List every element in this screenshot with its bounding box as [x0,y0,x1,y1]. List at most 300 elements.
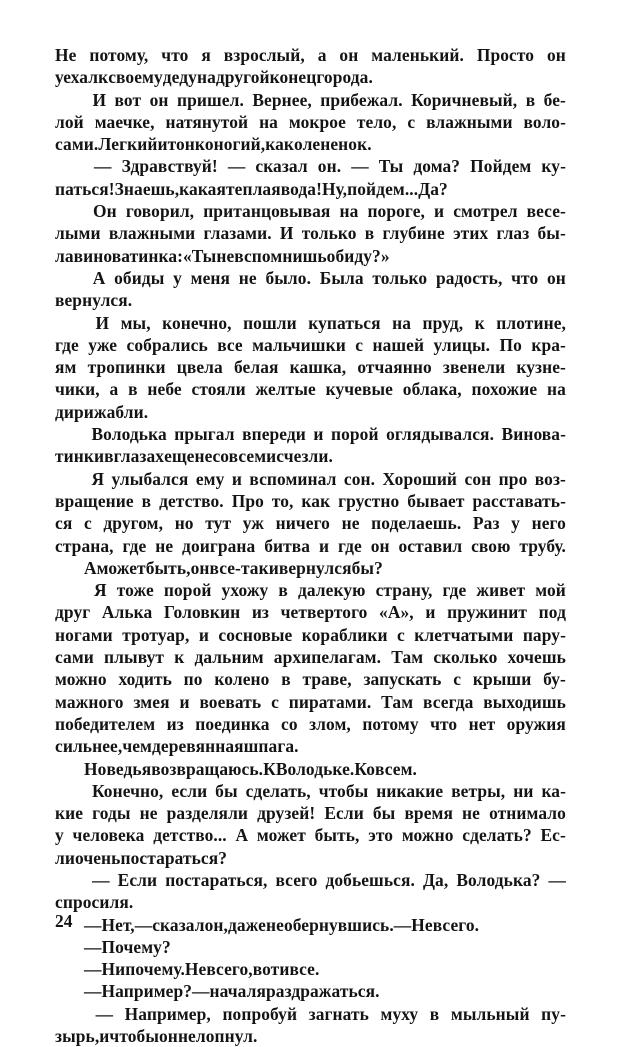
word: как [265,134,294,155]
word: какая [179,178,226,199]
word: злом, [309,713,351,734]
word: олененок. [294,134,372,155]
text-line [55,557,566,579]
word: ходить [118,669,172,690]
word: в [525,89,536,110]
word: тротуар, [122,624,190,645]
word: возвращаюсь. [151,758,264,779]
word: ветры, [451,780,506,801]
word: — [393,914,412,935]
word: в [104,446,114,467]
word: Я [91,468,105,489]
word: Была [319,267,364,288]
word: архипелагам. [273,647,382,668]
word: чтобы [318,780,369,801]
word: муху [380,1003,419,1024]
word: уж [242,513,264,534]
paragraph-indent [55,89,84,111]
text-line [55,758,566,780]
word: только [372,267,428,288]
word: и [198,624,209,645]
word: лой [55,111,84,132]
word: этих [453,223,489,244]
word: пританцовывая [203,201,331,222]
word: на [392,312,412,333]
word: Винова- [501,424,566,445]
word: в [364,223,375,244]
word: мажного [55,691,124,712]
text-line [55,445,566,467]
word: глубине [382,223,445,244]
text-line [55,891,566,913]
word: Не [411,914,433,935]
word: конец [269,67,317,88]
word: — [227,156,246,177]
word: кие [55,803,84,824]
paragraph [55,267,566,312]
word: он [149,89,169,110]
word: Он [93,201,117,222]
word: если [171,780,208,801]
word: разделяли [166,803,249,824]
paragraph [55,780,566,869]
word: мой [535,580,566,601]
word: И [95,312,110,333]
text-line [55,289,566,311]
paragraph-indent [55,758,84,780]
word: сами [55,647,94,668]
word: дальним [194,647,264,668]
word: — [192,981,210,1002]
word: далекую [297,580,366,601]
word: радость, [435,267,503,288]
word: ла [55,245,74,266]
word: ни [513,780,534,801]
word: страна, [55,535,114,556]
text-line [55,312,566,334]
text-line [55,267,566,289]
word: плотине, [496,312,566,333]
paragraph-indent [55,267,84,289]
word: Просто [476,45,535,65]
paragraph [55,914,566,936]
word: маленький. [371,45,464,65]
word: мы, [120,312,151,333]
word: вернулся [278,557,352,578]
word: под [538,602,566,623]
word: поделаешь. [371,513,462,534]
text-line [55,1025,566,1047]
word: Да, [422,869,449,890]
text-line [55,155,566,177]
word: — [84,914,102,935]
text-line [55,245,566,267]
word: Коричневый, [411,89,518,110]
word: крыши [472,669,532,690]
word: отчаянно [357,357,432,378]
text-line [55,356,566,378]
word: кораблики [301,624,388,645]
word: на [339,201,359,222]
word: И [279,223,294,244]
word: траве, [302,669,352,690]
word: всегда [423,691,474,712]
word: пошли [243,312,297,333]
paragraph-indent [55,780,84,802]
text-line [55,66,566,88]
word: тоже [116,580,154,601]
word: ему [195,468,225,489]
word: как [301,490,331,511]
word: очень [74,847,121,868]
text-line [55,668,566,690]
word: Да? [418,178,448,199]
word: виноватинка: [73,245,184,266]
word: было. [265,267,312,288]
page-number: 24 [55,911,73,931]
word: натянутой [165,111,249,132]
paragraph-indent [55,936,84,958]
word: пруд, [422,312,464,333]
word: а [109,379,119,400]
word: по [183,669,203,690]
word: нет [468,713,496,734]
word: поединка [195,713,270,734]
word: бы- [537,223,566,244]
word: Ко [354,758,376,779]
text-line [55,958,566,980]
word: Володька [91,424,167,445]
word: плывут [104,647,165,668]
word: ногами [55,624,113,645]
word: четвертого [280,602,368,623]
word: со [281,713,298,734]
word: всего. [432,914,480,935]
word: ничего [275,513,330,534]
word: все-таки [209,557,279,578]
word: обернувшись. [283,914,394,935]
word: в [128,379,138,400]
word: И [92,89,107,110]
word: в [278,580,288,601]
word: оглядывался. [386,424,495,445]
word: собрались [126,334,208,355]
paragraph [55,980,566,1002]
text-line [55,802,566,824]
word: с [271,691,279,712]
word: А [235,825,249,846]
word: шпага. [243,736,299,757]
word: — [351,156,369,177]
text-line [55,468,566,490]
word: сильнее, [55,736,123,757]
text-line [55,334,566,356]
word: на [196,67,216,88]
word: отнимало [489,803,566,824]
word: с [453,669,462,690]
word: вот [252,959,280,980]
word: потому [362,713,419,734]
word: Конечно, [91,780,164,801]
word: с [397,624,405,645]
word: сон. [343,468,376,489]
word: сделать, [245,780,311,801]
word: А [92,267,106,288]
word: Ну, [322,178,348,199]
word: я [256,981,266,1002]
word: с [83,513,92,534]
paragraph-indent [55,200,84,222]
word: не [139,803,158,824]
paragraph-indent [55,579,84,601]
word: белая [233,357,279,378]
word: «А», [379,602,414,623]
word: Если [117,869,158,890]
word: победителем [55,713,156,734]
word: Раз [472,513,500,534]
word: хочешь [507,647,566,668]
word: города. [316,67,373,88]
word: запускать [363,669,442,690]
word: ведь [106,758,142,779]
word: — [95,1003,114,1024]
word: взрослый, [223,45,305,65]
word: ку- [541,156,566,177]
word: клетчатыми [414,624,514,645]
word: что [430,713,458,734]
paragraph [55,468,566,557]
word: тропинки [87,357,166,378]
word: попробуй [222,1003,298,1024]
word: мокрое [288,111,346,132]
text-line [55,601,566,623]
word: не [265,914,284,935]
word: он [370,535,390,556]
word: деду [162,67,197,88]
word: Про [231,490,264,511]
word: где [442,580,467,601]
word: у [55,825,64,846]
word: никакие [376,780,444,801]
word: глазами. [203,223,272,244]
text-line [55,691,566,713]
word: всего [275,869,318,890]
word: в [141,490,152,511]
text-line [55,111,566,133]
word: змея [133,691,170,712]
word: нашей [372,334,425,355]
word: загнать [308,1003,369,1024]
word: пу- [541,1003,566,1024]
paragraph [55,44,566,89]
word: прибежал. [320,89,403,110]
word: ся [55,513,73,534]
word: — [84,936,102,957]
word: вернулся. [55,290,133,311]
word: глаз [496,223,530,244]
word: ухожу [221,580,269,601]
word: и [313,424,324,445]
word: стояли [191,379,246,400]
word: купаться [308,312,381,333]
word: битва [264,535,311,556]
word: и [157,134,168,155]
word: что [161,45,189,65]
word: кра- [531,334,566,355]
text-line [55,200,566,222]
word: него [531,513,566,534]
word: человека [72,825,145,846]
word: сколько [433,647,498,668]
word: По [499,334,522,355]
word: с [355,334,364,355]
word: чтобы [109,1026,160,1047]
word: Пойдем [470,156,532,177]
word: желтые [255,379,316,400]
word: начал [209,981,257,1002]
word: у [511,513,520,534]
word: вот [114,89,142,110]
word: глазах [113,446,165,467]
word: теплая [225,178,281,199]
word: страну, [375,580,433,601]
word: пороге, [367,201,425,222]
text-line [55,178,566,200]
word: может [256,825,306,846]
word: К [263,758,276,779]
text-line [55,44,566,66]
word: ли [55,847,75,868]
word: годы [92,803,131,824]
word: может [96,557,146,578]
paragraph [55,155,566,200]
word: цвела [176,357,223,378]
word: пружинит [447,602,528,623]
word: и [434,201,445,222]
word: говорил, [125,201,195,222]
word: трубу. [519,535,566,556]
word: и [279,959,290,980]
paragraph [55,312,566,423]
word: детство... [153,825,227,846]
word: лыми [55,223,101,244]
word: Знаешь, [114,178,180,199]
word: в [429,1003,440,1024]
word: Алька [101,602,153,623]
word: дома? [413,156,461,177]
word: он [159,1026,178,1047]
word: своему [108,67,163,88]
word: «Ты [183,245,217,266]
word: даже [227,914,266,935]
word: обиды [114,267,165,288]
word: я [201,45,211,65]
word: — [548,869,566,890]
word: он [339,45,359,65]
text-line [55,914,566,936]
word: Нет, [101,914,135,935]
word: сделать? [462,825,532,846]
word: мыльный [450,1003,530,1024]
word: лопнул. [195,1026,258,1047]
word: Почему? [101,936,171,957]
word: деревянная [152,736,244,757]
paragraph-indent [55,869,84,891]
paragraph-indent [55,1003,84,1025]
word: грустно [338,490,400,511]
word: он, [204,914,228,935]
word: все [217,334,243,355]
word: не [194,446,213,467]
text-line [55,579,566,601]
text-line [55,646,566,668]
word: и [179,691,190,712]
paragraph-indent [55,312,84,334]
word: к [174,647,185,668]
word: быть, [145,557,191,578]
word: — [84,959,102,980]
word: похожие [471,379,538,400]
word: меня [190,267,231,288]
word: воло- [523,111,566,132]
word: потому, [89,45,149,65]
word: бу- [543,669,566,690]
word: Там [391,647,424,668]
paragraph [55,200,566,267]
word: Там [381,691,414,712]
word: то, [271,490,294,511]
word: можно [55,669,107,690]
word: время [404,803,453,824]
text-line [55,423,566,445]
word: совсем [212,446,267,467]
word: А [84,557,97,578]
word: — [84,981,102,1002]
word: я. [119,892,134,913]
paragraph-indent [55,423,84,445]
word: на [259,111,278,132]
word: что [511,267,539,288]
text-line [55,222,566,244]
word: ям [55,357,77,378]
word: дирижабли. [55,401,149,422]
word: он [546,267,566,288]
paragraph [55,936,566,958]
word: всего, [206,959,253,980]
word: бы? [351,557,383,578]
text-line [55,401,566,423]
word: чем [122,736,152,757]
paragraph-indent [55,557,84,579]
word: Ес- [540,825,566,846]
word: ка- [541,780,566,801]
word: сон [464,468,492,489]
word: кузне- [516,357,566,378]
word: бы [215,780,238,801]
word: друзей! [257,803,316,824]
word: к [98,67,109,88]
word: пиратами. [288,691,372,712]
word: не [216,245,235,266]
word: вращение [55,490,134,511]
word: где [55,334,79,355]
word: воевать [199,691,262,712]
text-line [55,1003,566,1025]
word: можно [401,825,454,846]
word: бе- [543,89,566,110]
word: колено [214,669,270,690]
word: воз- [534,468,566,489]
